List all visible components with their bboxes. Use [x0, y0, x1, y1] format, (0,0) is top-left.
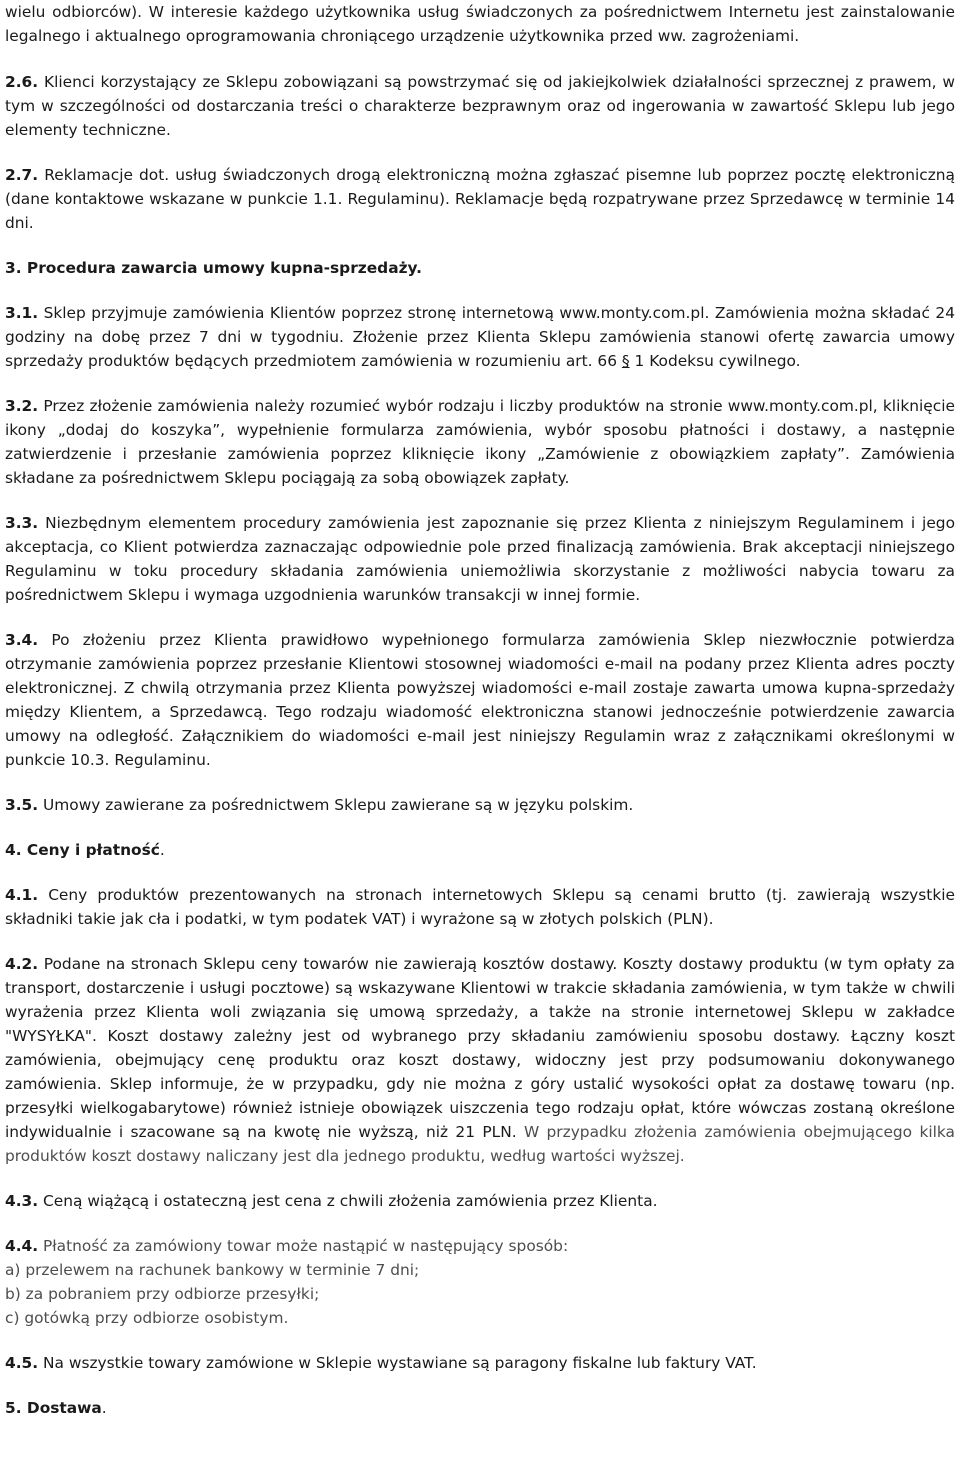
payment-option: c) gotówką przy odbiorze osobistym.	[5, 1309, 289, 1327]
paragraph-text: Podane na stronach Sklepu ceny towarów nie zawierają kosztów dostawy. Koszty dostawy produktu (w tym opłaty za transport, dostarczenie i usługi pocztowe) są wskazywane Klientowi w trakcie składania zamówienia, w tym także w chwili wyrażenia przez Klienta woli związania się umową sprzedaży, a także na stronie internetowej Sklepu w zakładce "WYSYŁKA". Koszt dostawy zależny jest od wybranego przy składaniu zamówieniu sposobu dostawy. Łączny koszt zamówienia, obejmujący cenę produktu oraz koszt dostawy, widoczny jest przy podsumowaniu dokonywanego zamówienia. Sklep informuje, że w przypadku, gdy nie można z góry ustalić wysokości opłat za dostawę towaru (np. przesyłki wielkogabarytowe) również istnieje obowiązek uiszczenia tego rodzaju opłat, które wówczas zostaną określone indywidualnie i szacowane są na kwotę nie wyższą, niż 21 PLN.	[5, 955, 955, 1141]
paragraph-3-4	[5, 628, 955, 772]
heading-section-3	[5, 256, 955, 280]
paragraph-2-6	[5, 70, 955, 142]
heading-section-5	[5, 1396, 955, 1420]
heading-text: 4. Ceny i płatność	[5, 841, 160, 859]
heading-section-4	[5, 838, 955, 862]
payment-intro-line	[5, 1234, 955, 1258]
section-symbol: §	[621, 352, 630, 370]
paragraph-3-3	[5, 511, 955, 607]
paragraph-text: Przez złożenie zamówienia należy rozumieć wybór rodzaju i liczby produktów na stronie www.monty.com.pl, kliknięcie ikony „dodaj do koszyka”, wypełnienie formularza zamówienia, wybór sposobu płatności i dostawy, a następnie zatwierdzenie i przesłanie zamówienia poprzez kliknięcie ikony „Zamówienie z obowiązkiem zapłaty”. Zamówienia składane za pośrednictwem Sklepu pociągają za sobą obowiązek zapłaty.	[5, 397, 955, 487]
paragraph-text: Umowy zawierane za pośrednictwem Sklepu zawierane są w języku polskim.	[43, 796, 634, 814]
paragraph-text-end: 1 Kodeksu cywilnego.	[634, 352, 801, 370]
heading-text: 5. Dostawa	[5, 1399, 102, 1417]
paragraph-text: Sklep przyjmuje zamówienia Klientów poprzez stronę internetową www.monty.com.pl. Zamówienia można składać 24 godziny na dobę przez 7 dni w tygodniu. Złożenie przez Klienta Sklepu zamówienia stanowi ofertę zawarcia umowy sprzedaży produktów będących przedmiotem zamówienia w rozumieniu art. 66	[5, 304, 955, 370]
paragraph-3-1	[5, 301, 955, 373]
paragraph-text: Na wszystkie towary zamówione w Sklepie wystawiane są paragony fiskalne lub faktury VAT.	[43, 1354, 757, 1372]
section-number: 2.7.	[5, 166, 39, 184]
section-number: 3.2.	[5, 397, 39, 415]
heading-dot: .	[101, 1399, 107, 1417]
payment-option: a) przelewem na rachunek bankowy w terminie 7 dni;	[5, 1261, 420, 1279]
paragraph-text: Ceną wiążącą i ostateczną jest cena z chwili złożenia zamówienia przez Klienta.	[43, 1192, 658, 1210]
section-number: 3.3.	[5, 514, 39, 532]
section-number: 3.1.	[5, 304, 39, 322]
section-number: 4.3.	[5, 1192, 39, 1210]
paragraph-3-2	[5, 394, 955, 490]
paragraph-text: Ceny produktów prezentowanych na stronach internetowych Sklepu są cenami brutto (tj. zawierają wszystkie składniki takie jak cła i podatki, w tym podatek VAT) i wyrażone są w złotych polskich (PLN).	[5, 886, 955, 928]
paragraph-4-1	[5, 883, 955, 931]
section-number: 3.4.	[5, 631, 39, 649]
heading-text: 3. Procedura zawarcia umowy kupna-sprzedaży.	[5, 259, 423, 277]
document-page	[5, 0, 955, 1441]
section-number: 4.1.	[5, 886, 39, 904]
paragraph-2-7	[5, 163, 955, 235]
paragraph-text: Niezbędnym elementem procedury zamówienia jest zapoznanie się przez Klienta z niniejszym Regulaminem i jego akceptacja, co Klient potwierdza zaznaczając odpowiednie pole przed finalizacją zamówienia. Brak akceptacji niniejszego Regulaminu w toku procedury składania zamówienia uniemożliwia skorzystanie z możliwości nabycia towaru za pośrednictwem Sklepu i wymaga uzgodnienia warunków transakcji w innej formie.	[5, 514, 955, 604]
paragraph-4-3	[5, 1189, 955, 1213]
paragraph-3-5	[5, 793, 955, 817]
paragraph-4-5	[5, 1351, 955, 1375]
section-number: 4.2.	[5, 955, 39, 973]
section-number: 3.5.	[5, 796, 39, 814]
paragraph-text-grey: W przypadku złożenia zamówienia obejmującego kilka produktów koszt dostawy naliczany jest dla jednego produktu, według wartości wyższej.	[5, 1123, 955, 1165]
section-number: 2.6.	[5, 73, 39, 91]
paragraph-text: Reklamacje dot. usług świadczonych drogą elektroniczną można zgłaszać pisemne lub poprzez pocztę elektroniczną (dane kontaktowe wskazane w punkcie 1.1. Regulaminu). Reklamacje będą rozpatrywane przez Sprzedawcę w terminie 14 dni.	[5, 166, 955, 232]
intro-text: wielu odbiorców). W interesie każdego użytkownika usług świadczonych za pośrednictwem Internetu jest zainstalowanie legalnego i aktualnego oprogramowania chroniącego urządzenie użytkownika przed ww. zagrożeniami.	[5, 3, 955, 45]
paragraph-text: Klienci korzystający ze Sklepu zobowiązani są powstrzymać się od jakiejkolwiek działalności sprzecznej z prawem, w tym w szczególności od dostarczania treści o charakterze bezprawnym oraz od ingerowania w zawartość Sklepu lub jego elementy techniczne.	[5, 73, 955, 139]
paragraph-text: Po złożeniu przez Klienta prawidłowo wypełnionego formularza zamówienia Sklep niezwłocznie potwierdza otrzymanie zamówienia poprzez przesłanie Klientowi stosownej wiadomości e-mail na podany przez Klienta adres poczty elektronicznej. Z chwilą otrzymania przez Klienta powyższej wiadomości e-mail zostaje zawarta umowa kupna-sprzedaży między Klientem, a Sprzedawcą. Tego rodzaju wiadomość elektroniczna stanowi jednocześnie potwierdzenie zawarcia umowy na odległość. Załącznikiem do wiadomości e-mail jest niniejszy Regulamin wraz z załącznikami określonymi w punkcie 10.3. Regulaminu.	[5, 631, 955, 769]
paragraph-4-4	[5, 1234, 955, 1330]
heading-dot: .	[159, 841, 165, 859]
paragraph-4-2	[5, 952, 955, 1168]
section-number: 4.4.	[5, 1237, 39, 1255]
section-number: 4.5.	[5, 1354, 39, 1372]
payment-intro-text: Płatność za zamówiony towar może nastąpić w następujący sposób:	[43, 1237, 569, 1255]
payment-option: b) za pobraniem przy odbiorze przesyłki;	[5, 1285, 320, 1303]
intro-paragraph	[5, 0, 955, 48]
